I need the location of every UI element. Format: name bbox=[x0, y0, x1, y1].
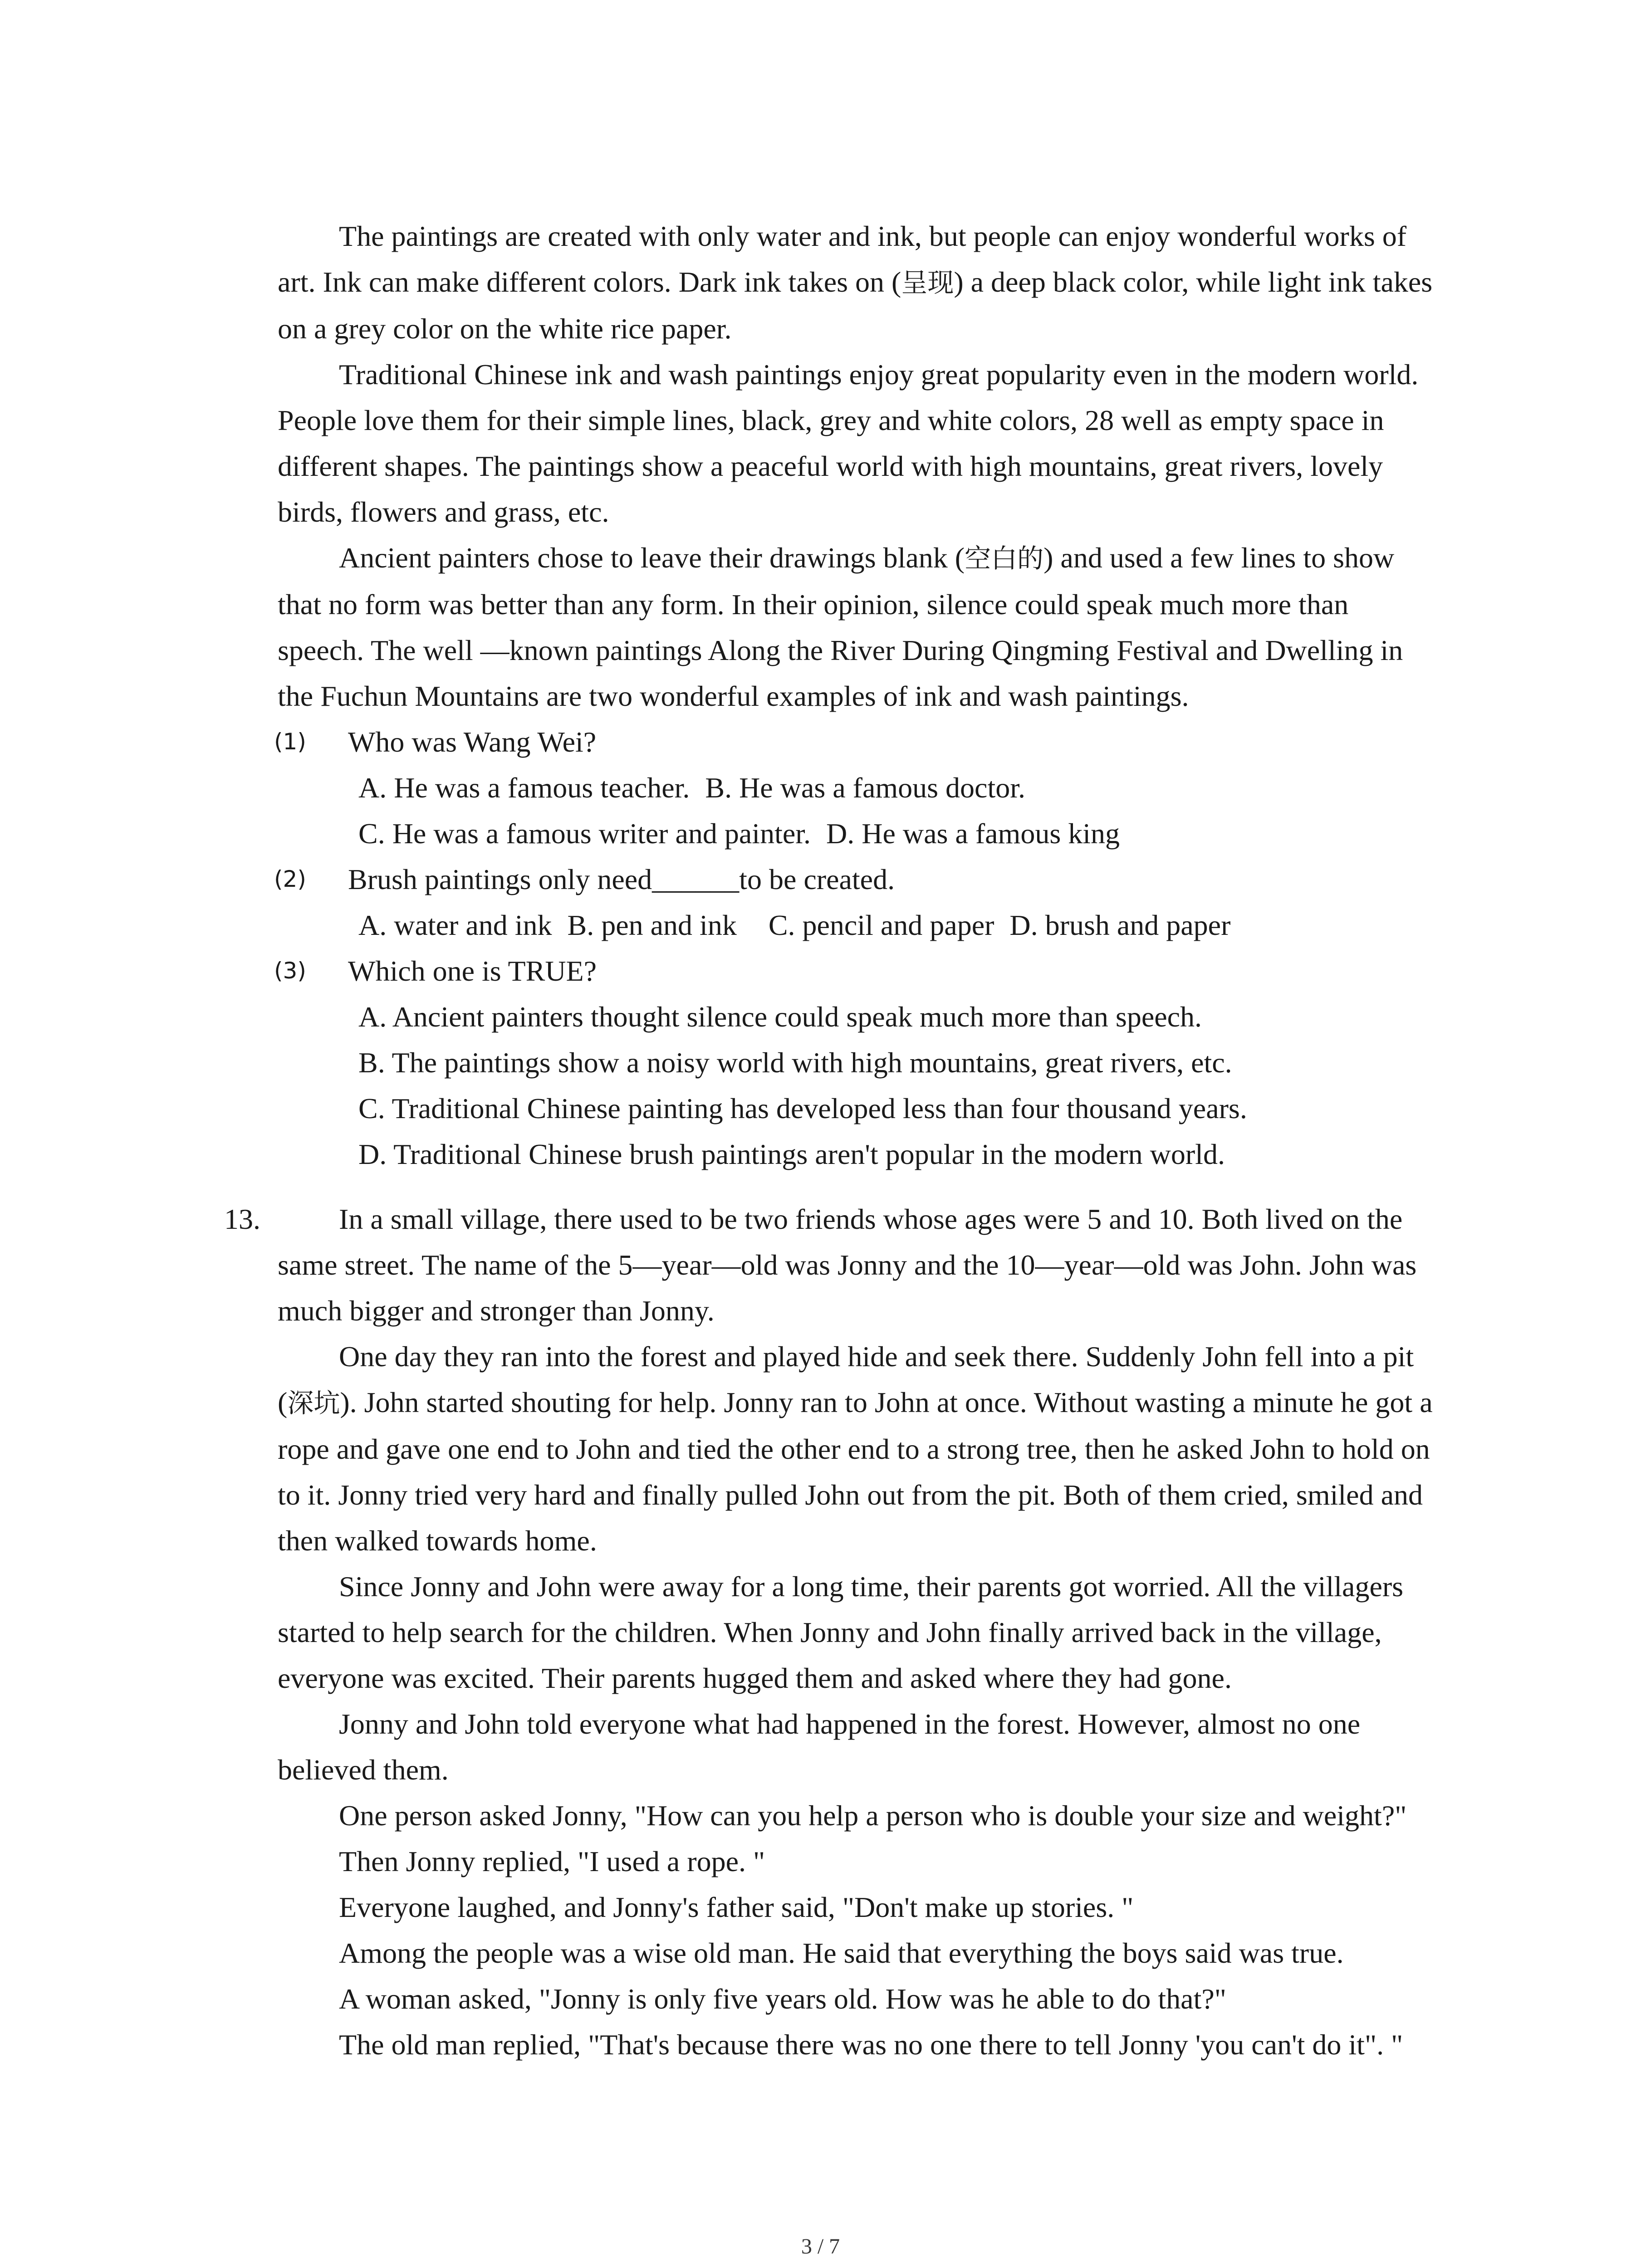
question-3-option-b: B. The paintings show a noisy world with high mountains, great rivers, etc. bbox=[358, 1046, 1232, 1079]
page-content bbox=[224, 213, 1439, 2068]
passage12-paragraph-1 bbox=[278, 213, 1439, 352]
passage-13 bbox=[224, 1196, 1439, 2068]
passage13-paragraph-7: Everyone laughed, and Jonny's father said, "Don't make up stories. " bbox=[339, 1891, 1134, 1923]
page-separator: / bbox=[817, 2234, 824, 2258]
passage13-paragraph-4: Jonny and John told everyone what had happened in the forest. However, almost no one believed them. bbox=[278, 1708, 1361, 1786]
option-a: A. water and ink bbox=[358, 909, 552, 941]
question-1 bbox=[274, 719, 1439, 765]
paragraph-text: ). John started shouting for help. Jonny ran to John at once. Without wasting a minute he got a rope and gave one end to John and tied the other end to a strong tree, then he asked John to hold on to it. Jonny tried very hard and finally pulled John out from the pit. Both of them cried, smiled and then walked towards home. bbox=[278, 1386, 1433, 1557]
answer-blank: ______ bbox=[652, 863, 740, 895]
paragraph-text: ) a deep black color, while light ink takes on a grey color on the white rice paper. bbox=[278, 266, 1433, 345]
passage12-paragraph-3 bbox=[278, 535, 1439, 719]
option-d: D. He was a famous king bbox=[826, 817, 1120, 850]
question-3-option-d: D. Traditional Chinese brush paintings aren't popular in the modern world. bbox=[358, 1138, 1225, 1170]
paragraph-text: Traditional Chinese ink and wash paintings enjoy great popularity even in the modern world. People love them for their simple lines, black, grey and white colors, 28 well as empty space in different shapes. The paintings show a peaceful world with high mountains, great rivers, lovely birds, flowers and grass, etc. bbox=[278, 358, 1419, 528]
option-c: C. pencil and paper bbox=[768, 909, 994, 941]
paragraph-text: One day they ran into the forest and played hide and seek there. Suddenly John fell into a pit ( bbox=[278, 1340, 1414, 1418]
option-b: B. He was a famous doctor. bbox=[705, 772, 1025, 804]
passage13-paragraph-2 bbox=[278, 1334, 1439, 1564]
question-1-options-row-1 bbox=[278, 765, 1439, 811]
question-text: Brush paintings only need bbox=[348, 863, 652, 895]
question-number: (2) bbox=[274, 866, 306, 892]
question-number: (3) bbox=[274, 958, 306, 984]
option-a: A. He was a famous teacher. bbox=[358, 772, 690, 804]
passage13-paragraph-6: Then Jonny replied, "I used a rope. " bbox=[339, 1845, 765, 1877]
chinese-gloss: 深坑 bbox=[287, 1388, 340, 1418]
question-3-option-a: A. Ancient painters thought silence could speak much more than speech. bbox=[358, 1001, 1202, 1033]
passage12-paragraph-2 bbox=[278, 352, 1439, 535]
question-2 bbox=[274, 856, 1439, 902]
passage13-paragraph-9: A woman asked, "Jonny is only five years old. How was he able to do that?" bbox=[339, 1983, 1226, 2015]
paragraph-text: Ancient painters chose to leave their drawings blank ( bbox=[339, 542, 965, 574]
question-text: to be created. bbox=[739, 863, 895, 895]
passage13-paragraph-5: One person asked Jonny, "How can you help a person who is double your size and weight?" bbox=[339, 1799, 1407, 1832]
chinese-gloss: 呈现 bbox=[901, 267, 954, 298]
question-text: Who was Wang Wei? bbox=[348, 726, 597, 758]
passage13-paragraph-8: Among the people was a wise old man. He said that everything the boys said was true. bbox=[339, 1937, 1344, 1969]
passage13-paragraph-10: The old man replied, "That's because there was no one there to tell Jonny 'you can't do it". " bbox=[339, 2028, 1403, 2061]
question-text: Which one is TRUE? bbox=[348, 955, 597, 987]
total-pages: 7 bbox=[829, 2234, 840, 2258]
paragraph-text: The paintings are created with only water and ink, but people can enjoy wonderful works of art. Ink can make different colors. Dark ink takes on ( bbox=[278, 220, 1407, 298]
paragraph-text: ) and used a few lines to show that no form was better than any form. In their opinion, silence could speak much more than speech. The well —known paintings Along the River During Qingming Festival and Dwelling in the Fuchun Mountains are two wonderful examples of ink and wash paintings. bbox=[278, 542, 1403, 712]
passage13-paragraph-3: Since Jonny and John were away for a long time, their parents got worried. All the villagers started to help search for the children. When Jonny and John finally arrived back in the village, everyone was excited. Their parents hugged them and asked where they had gone. bbox=[278, 1570, 1404, 1694]
question-3-option-c: C. Traditional Chinese painting has developed less than four thousand years. bbox=[358, 1092, 1247, 1124]
option-d: D. brush and paper bbox=[1009, 909, 1231, 941]
page-number-footer bbox=[0, 2234, 1641, 2259]
passage-number: 13. bbox=[224, 1203, 260, 1235]
passage13-paragraph-1: In a small village, there used to be two friends whose ages were 5 and 10. Both lived on the same street. The name of the 5—year—old was Jonny and the 10—year—old was John. John was much bigger and stronger than Jonny. bbox=[278, 1203, 1417, 1327]
question-3 bbox=[274, 948, 1439, 994]
chinese-gloss: 空白的 bbox=[965, 543, 1044, 574]
option-c: C. He was a famous writer and painter. bbox=[358, 817, 811, 850]
question-1-options-row-2 bbox=[278, 811, 1439, 856]
option-b: B. pen and ink bbox=[567, 909, 737, 941]
question-2-options-row bbox=[278, 902, 1439, 948]
current-page-number: 3 bbox=[801, 2234, 812, 2258]
question-number: (1) bbox=[274, 728, 306, 755]
